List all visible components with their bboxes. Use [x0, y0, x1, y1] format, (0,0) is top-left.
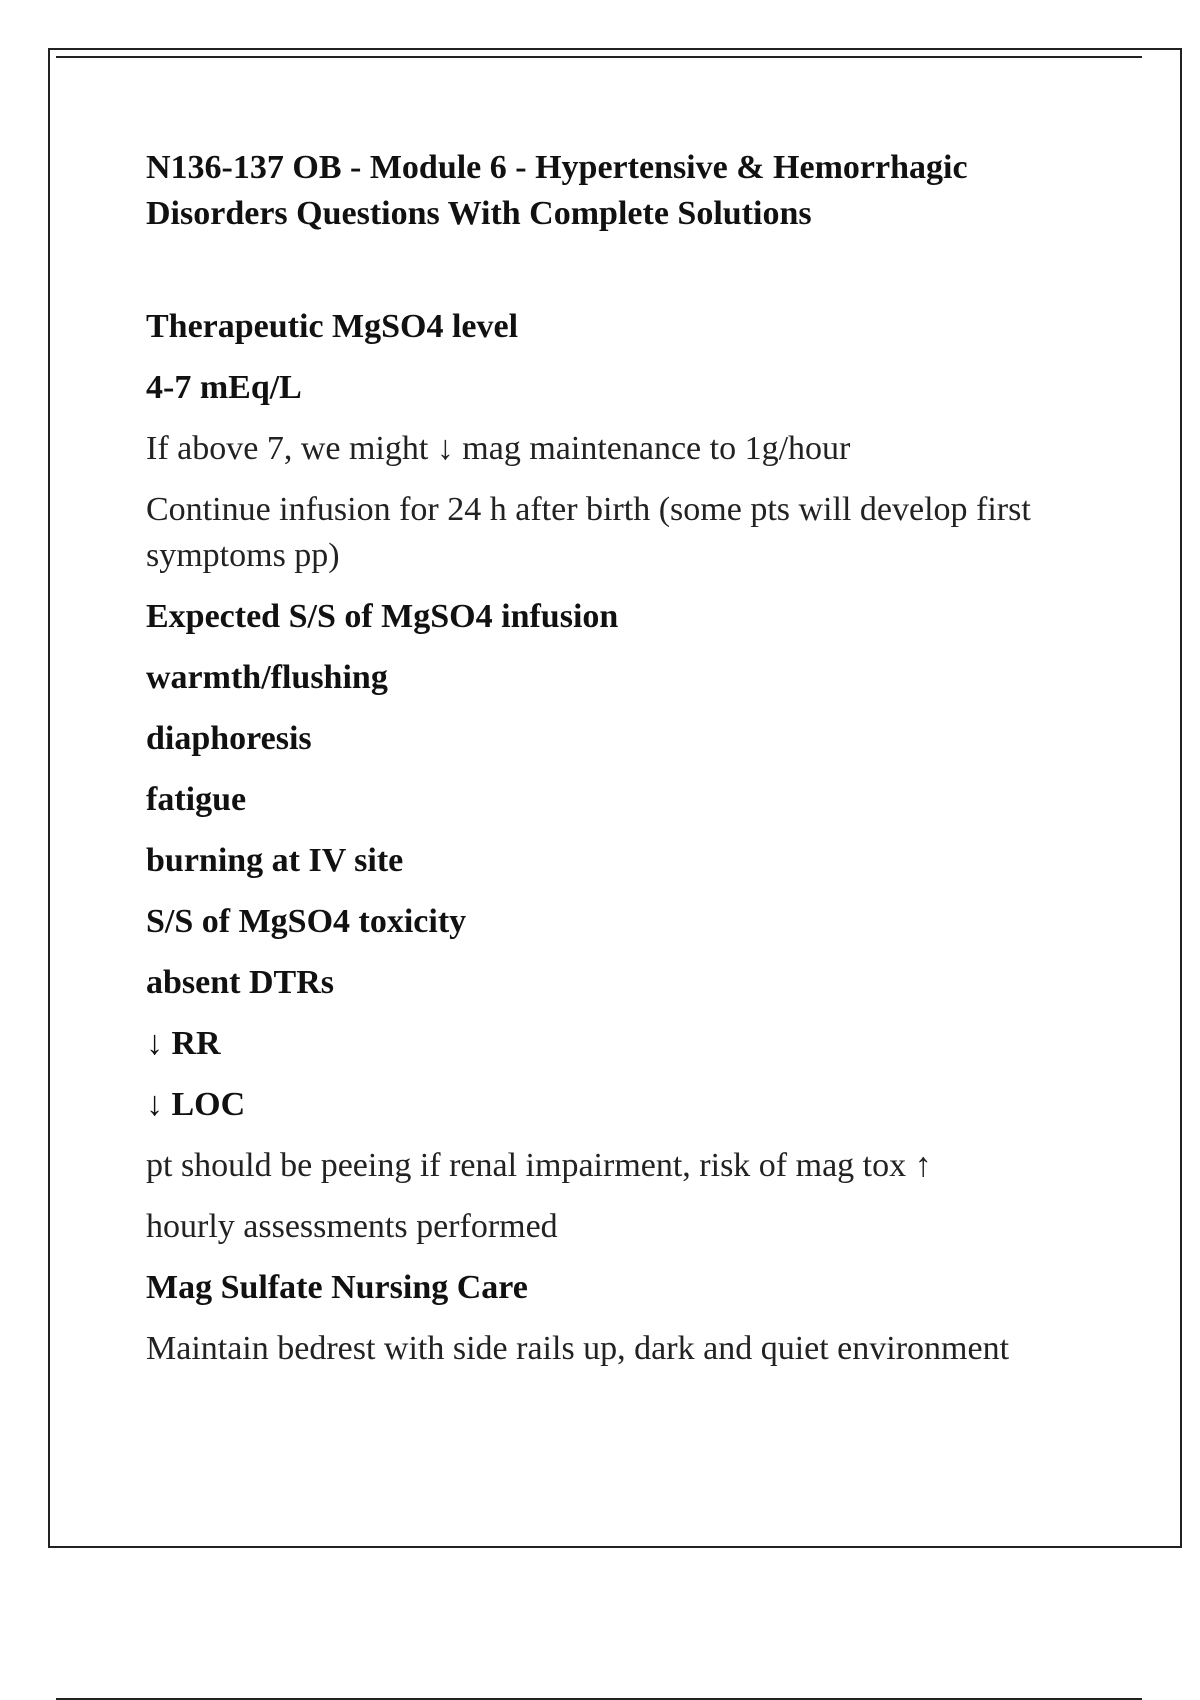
- line-absent-dtrs: absent DTRs: [146, 964, 334, 1001]
- line-renal: pt should be peeing if renal impairment, risk of mag tox ↑: [146, 1147, 932, 1184]
- line-warmth: warmth/flushing: [146, 659, 388, 696]
- line-bedrest: Maintain bedrest with side rails up, dark and quiet environment: [146, 1330, 1010, 1367]
- line-fatigue: fatigue: [146, 781, 247, 818]
- line-loc: ↓ LOC: [146, 1086, 246, 1123]
- line-hourly: hourly assessments performed: [146, 1208, 558, 1245]
- document-lines: [146, 304, 1106, 1372]
- line-above-seven: If above 7, we might ↓ mag maintenance to 1g/hour: [146, 430, 851, 467]
- line-expected-ss: Expected S/S of MgSO4 infusion: [146, 598, 619, 635]
- line-therapeutic-level: Therapeutic MgSO4 level: [146, 308, 519, 345]
- top-rule: [56, 56, 1142, 58]
- line-toxicity-ss: S/S of MgSO4 toxicity: [146, 903, 467, 940]
- line-burning: burning at IV site: [146, 842, 404, 879]
- document-content: [146, 145, 1106, 1387]
- line-diaphoresis: diaphoresis: [146, 720, 312, 757]
- document-title: N136-137 OB - Module 6 - Hypertensive & Hemorrhagic Disorders Questions With Complete Solutions: [146, 149, 968, 232]
- line-rr: ↓ RR: [146, 1025, 221, 1062]
- line-nursing-care: Mag Sulfate Nursing Care: [146, 1269, 528, 1306]
- line-level-range: 4-7 mEq/L: [146, 369, 302, 406]
- line-continue-infusion: Continue infusion for 24 h after birth (some pts will develop first symptoms pp): [146, 491, 1031, 574]
